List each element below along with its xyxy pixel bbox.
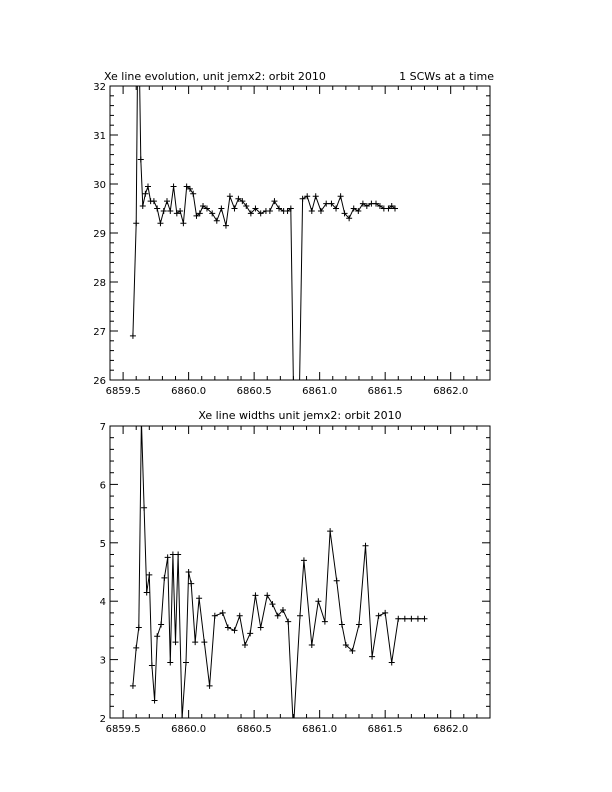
data-point [237, 613, 243, 619]
data-point [267, 208, 273, 214]
data-point [186, 569, 192, 575]
data-point [242, 642, 248, 648]
data-point [180, 220, 186, 226]
data-point [173, 639, 179, 645]
data-point [142, 191, 148, 197]
chart-title: Xe line evolution, unit jemx2: orbit 2010 [104, 70, 326, 83]
data-point [149, 662, 155, 668]
data-point [152, 697, 158, 703]
data-point [138, 417, 144, 423]
y-tick-label: 28 [93, 278, 106, 289]
data-point [141, 505, 147, 511]
data-point [315, 598, 321, 604]
plot-frame [110, 426, 490, 718]
data-point [376, 613, 382, 619]
y-tick-label: 7 [99, 422, 106, 433]
data-point [170, 551, 176, 557]
data-point [144, 589, 150, 595]
data-point [363, 543, 369, 549]
bottom-panel-widths [100, 409, 490, 735]
data-point [154, 633, 160, 639]
data-point [161, 575, 167, 581]
data-point [207, 683, 213, 689]
data-point [269, 601, 275, 607]
data-point [408, 616, 414, 622]
data-point [188, 581, 194, 587]
data-point [322, 619, 328, 625]
data-point [167, 660, 173, 666]
data-point [395, 616, 401, 622]
data-point [167, 208, 173, 214]
data-point [164, 198, 170, 204]
data-point [402, 616, 408, 622]
data-point [231, 627, 237, 633]
data-point [290, 727, 296, 733]
data-point [158, 622, 164, 628]
y-tick-label: 32 [93, 82, 106, 93]
data-point [192, 639, 198, 645]
data-point [145, 183, 151, 189]
data-point [225, 624, 231, 630]
x-tick-label: 6860.0 [171, 386, 207, 397]
data-point [171, 183, 177, 189]
data-point [271, 198, 277, 204]
data-point [165, 554, 171, 560]
data-point [231, 206, 237, 212]
scw-annotation: 1 SCWs at a time [399, 70, 494, 83]
data-point [151, 198, 157, 204]
y-tick-label: 2 [99, 714, 106, 725]
data-point [130, 333, 136, 339]
x-tick-label: 6862.0 [433, 724, 469, 735]
x-tick-label: 6859.5 [105, 724, 141, 735]
y-tick-label: 29 [93, 229, 106, 240]
data-point [334, 578, 340, 584]
data-point [301, 557, 307, 563]
x-tick-label: 6861.5 [367, 386, 403, 397]
y-tick-label: 30 [93, 180, 106, 191]
data-point [154, 206, 160, 212]
data-point [297, 613, 303, 619]
data-point [130, 683, 136, 689]
data-point [133, 220, 139, 226]
data-point [157, 220, 163, 226]
data-point [161, 208, 167, 214]
data-point [339, 622, 345, 628]
data-point [212, 613, 218, 619]
data-point [140, 203, 146, 209]
data-point [183, 660, 189, 666]
series-group [130, 417, 428, 733]
y-tick-label: 26 [93, 376, 106, 387]
data-point [220, 610, 226, 616]
data-point [223, 223, 229, 229]
data-point [138, 157, 144, 163]
data-point [214, 218, 220, 224]
x-tick-label: 6861.0 [302, 386, 338, 397]
data-point [285, 619, 291, 625]
y-tick-label: 4 [99, 597, 106, 609]
x-tick-label: 6862.0 [433, 386, 469, 397]
data-point [196, 595, 202, 601]
data-point [292, 475, 298, 481]
chart-title: Xe line widths unit jemx2: orbit 2010 [198, 409, 402, 422]
data-point [201, 639, 207, 645]
y-tick-label: 5 [99, 538, 106, 550]
x-tick-label: 6861.5 [367, 724, 403, 735]
data-point [264, 592, 270, 598]
x-tick-label: 6860.5 [236, 724, 272, 735]
y-tick-label: 6 [99, 480, 106, 492]
data-point [421, 616, 427, 622]
data-point [415, 616, 421, 622]
data-point [327, 528, 333, 534]
x-tick-label: 6860.5 [236, 386, 272, 397]
data-marks [130, 417, 428, 733]
x-tick-label: 6861.0 [302, 724, 338, 735]
data-point [382, 610, 388, 616]
x-tick-label: 6859.5 [105, 386, 141, 397]
data-point [190, 191, 196, 197]
data-point [146, 572, 152, 578]
data-point [313, 193, 319, 199]
data-point [338, 193, 344, 199]
series-line [133, 420, 425, 730]
data-point [175, 551, 181, 557]
x-tick-label: 6860.0 [171, 724, 207, 735]
data-point [369, 654, 375, 660]
axes [100, 422, 490, 735]
data-point [252, 592, 258, 598]
data-point [133, 645, 139, 651]
y-tick-label: 27 [93, 327, 106, 338]
data-point [309, 208, 315, 214]
y-tick-label: 3 [99, 655, 106, 667]
data-point [356, 622, 362, 628]
data-point [258, 624, 264, 630]
y-tick-label: 31 [93, 131, 106, 142]
data-point [136, 624, 142, 630]
data-point [227, 193, 233, 199]
data-point [218, 206, 224, 212]
data-point [309, 642, 315, 648]
data-point [179, 715, 185, 721]
data-point [323, 201, 329, 207]
data-point [389, 660, 395, 666]
data-point [295, 475, 301, 481]
data-point [247, 630, 253, 636]
